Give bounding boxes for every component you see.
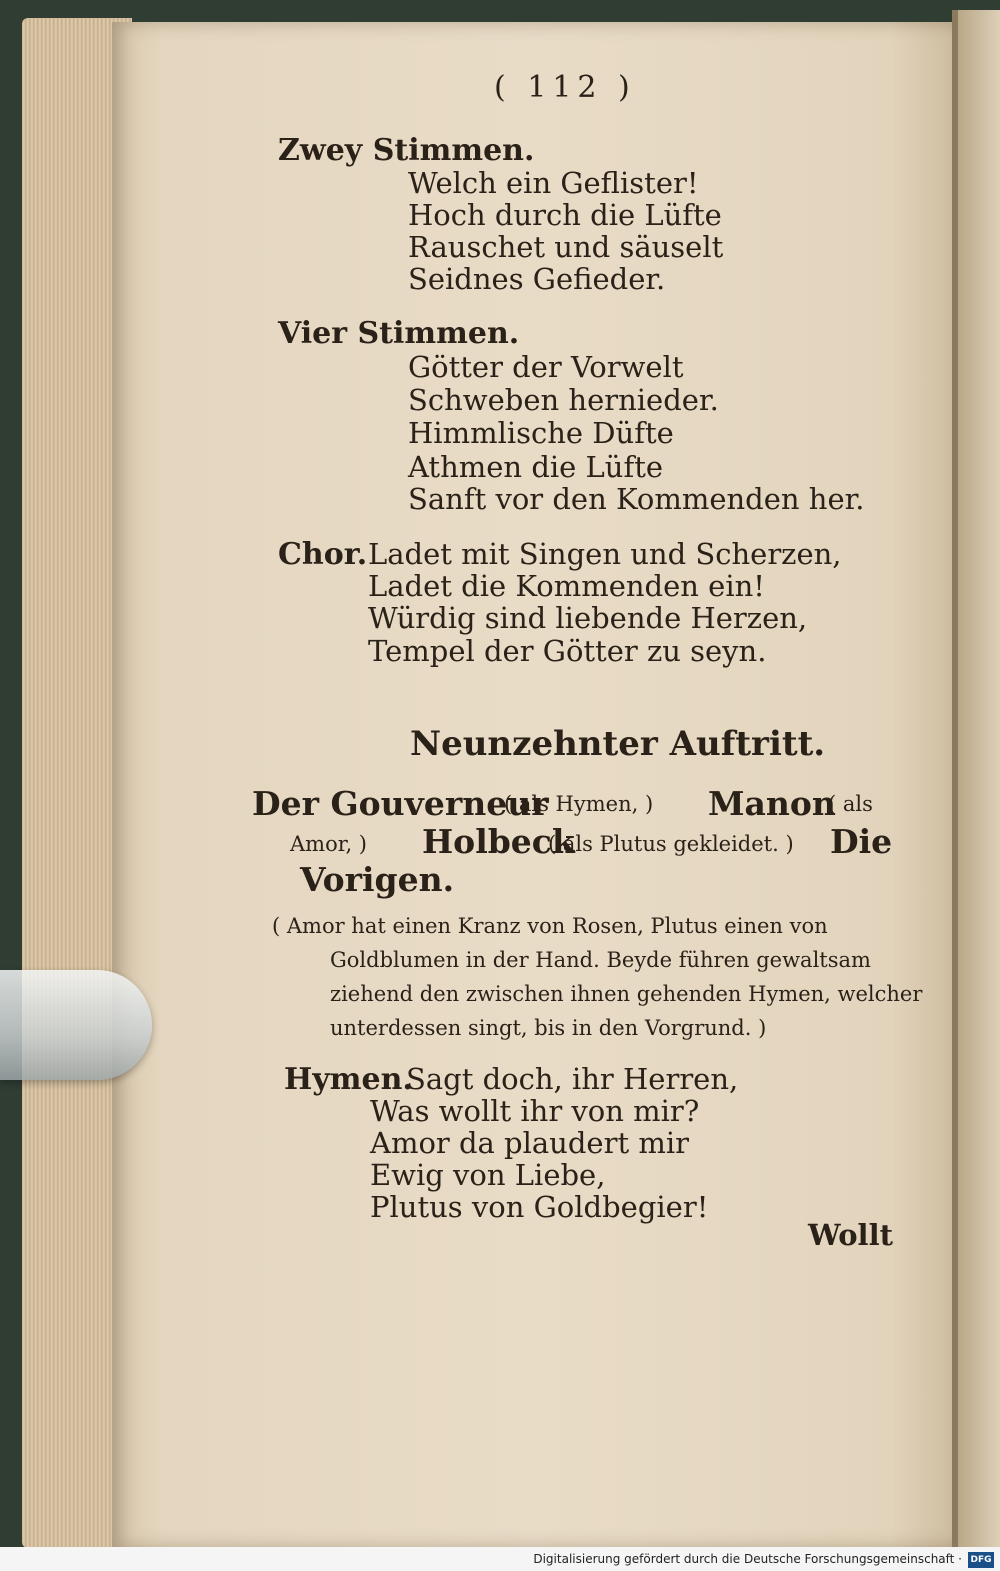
cast-role: Amor, ) <box>290 832 367 856</box>
verse-line: Götter der Vorwelt <box>408 350 684 384</box>
verse-line: Ewig von Liebe, <box>370 1158 606 1192</box>
cast-gouverneur: Der Gouverneur <box>252 784 549 823</box>
verse-line: Sanft vor den Kommenden her. <box>408 482 865 516</box>
speaker-zwey-stimmen: Zwey Stimmen. <box>278 133 535 168</box>
facing-page-edge <box>958 10 1000 1550</box>
footer-credit: Digitalisierung gefördert durch die Deutsche Forschungsgemeinschaft · <box>533 1552 962 1566</box>
verse-line: Ladet die Kommenden ein! <box>368 569 765 603</box>
verse-line: Rauschet und säuselt <box>408 230 724 264</box>
cast-die: Die <box>830 822 893 861</box>
page-number: ( 112 ) <box>494 70 636 105</box>
catchword: Wollt <box>808 1218 893 1252</box>
page-clip <box>0 970 152 1080</box>
stage-direction-line: ziehend den zwischen ihnen gehenden Hymen, welcher <box>330 982 923 1006</box>
verse-line: Seidnes Gefieder. <box>408 262 666 296</box>
verse-line: Amor da plaudert mir <box>370 1126 689 1160</box>
cast-vorigen: Vorigen. <box>300 860 455 899</box>
cast-holbeck: Holbeck <box>422 822 575 861</box>
dfg-logo-icon: DFG <box>968 1552 994 1568</box>
speaker-hymen: Hymen. <box>284 1062 413 1097</box>
verse-line: Tempel der Götter zu seyn. <box>368 634 767 668</box>
digitization-footer <box>0 1547 1000 1571</box>
cast-role: ( als Hymen, ) <box>504 792 654 816</box>
scene-heading: Neunzehnter Auftritt. <box>410 724 826 764</box>
verse-line: Athmen die Lüfte <box>408 450 664 484</box>
verse-line: Ladet mit Singen und Scherzen, <box>368 537 842 571</box>
verse-line: Schweben hernieder. <box>408 383 719 417</box>
cast-role: ( als <box>828 792 873 816</box>
verse-line: Würdig sind liebende Herzen, <box>368 601 808 635</box>
verse-line: Sagt doch, ihr Herren, <box>406 1062 739 1096</box>
speaker-chor: Chor. <box>278 537 368 572</box>
verse-line: Hoch durch die Lüfte <box>408 198 722 232</box>
verse-line: Himmlische Düfte <box>408 416 674 450</box>
verse-line: Plutus von Goldbegier! <box>370 1190 709 1224</box>
speaker-vier-stimmen: Vier Stimmen. <box>278 316 520 351</box>
stage-direction-line: Goldblumen in der Hand. Beyde führen gewaltsam <box>330 948 871 972</box>
cast-role: ( als Plutus gekleidet. ) <box>548 832 794 856</box>
verse-line: Was wollt ihr von mir? <box>370 1094 700 1128</box>
stage-direction-line: unterdessen singt, bis in den Vorgrund. ) <box>330 1016 767 1040</box>
cast-manon: Manon <box>708 784 836 823</box>
verse-line: Welch ein Geflister! <box>408 166 699 200</box>
stage-direction-line: ( Amor hat einen Kranz von Rosen, Plutus einen von <box>272 914 828 938</box>
